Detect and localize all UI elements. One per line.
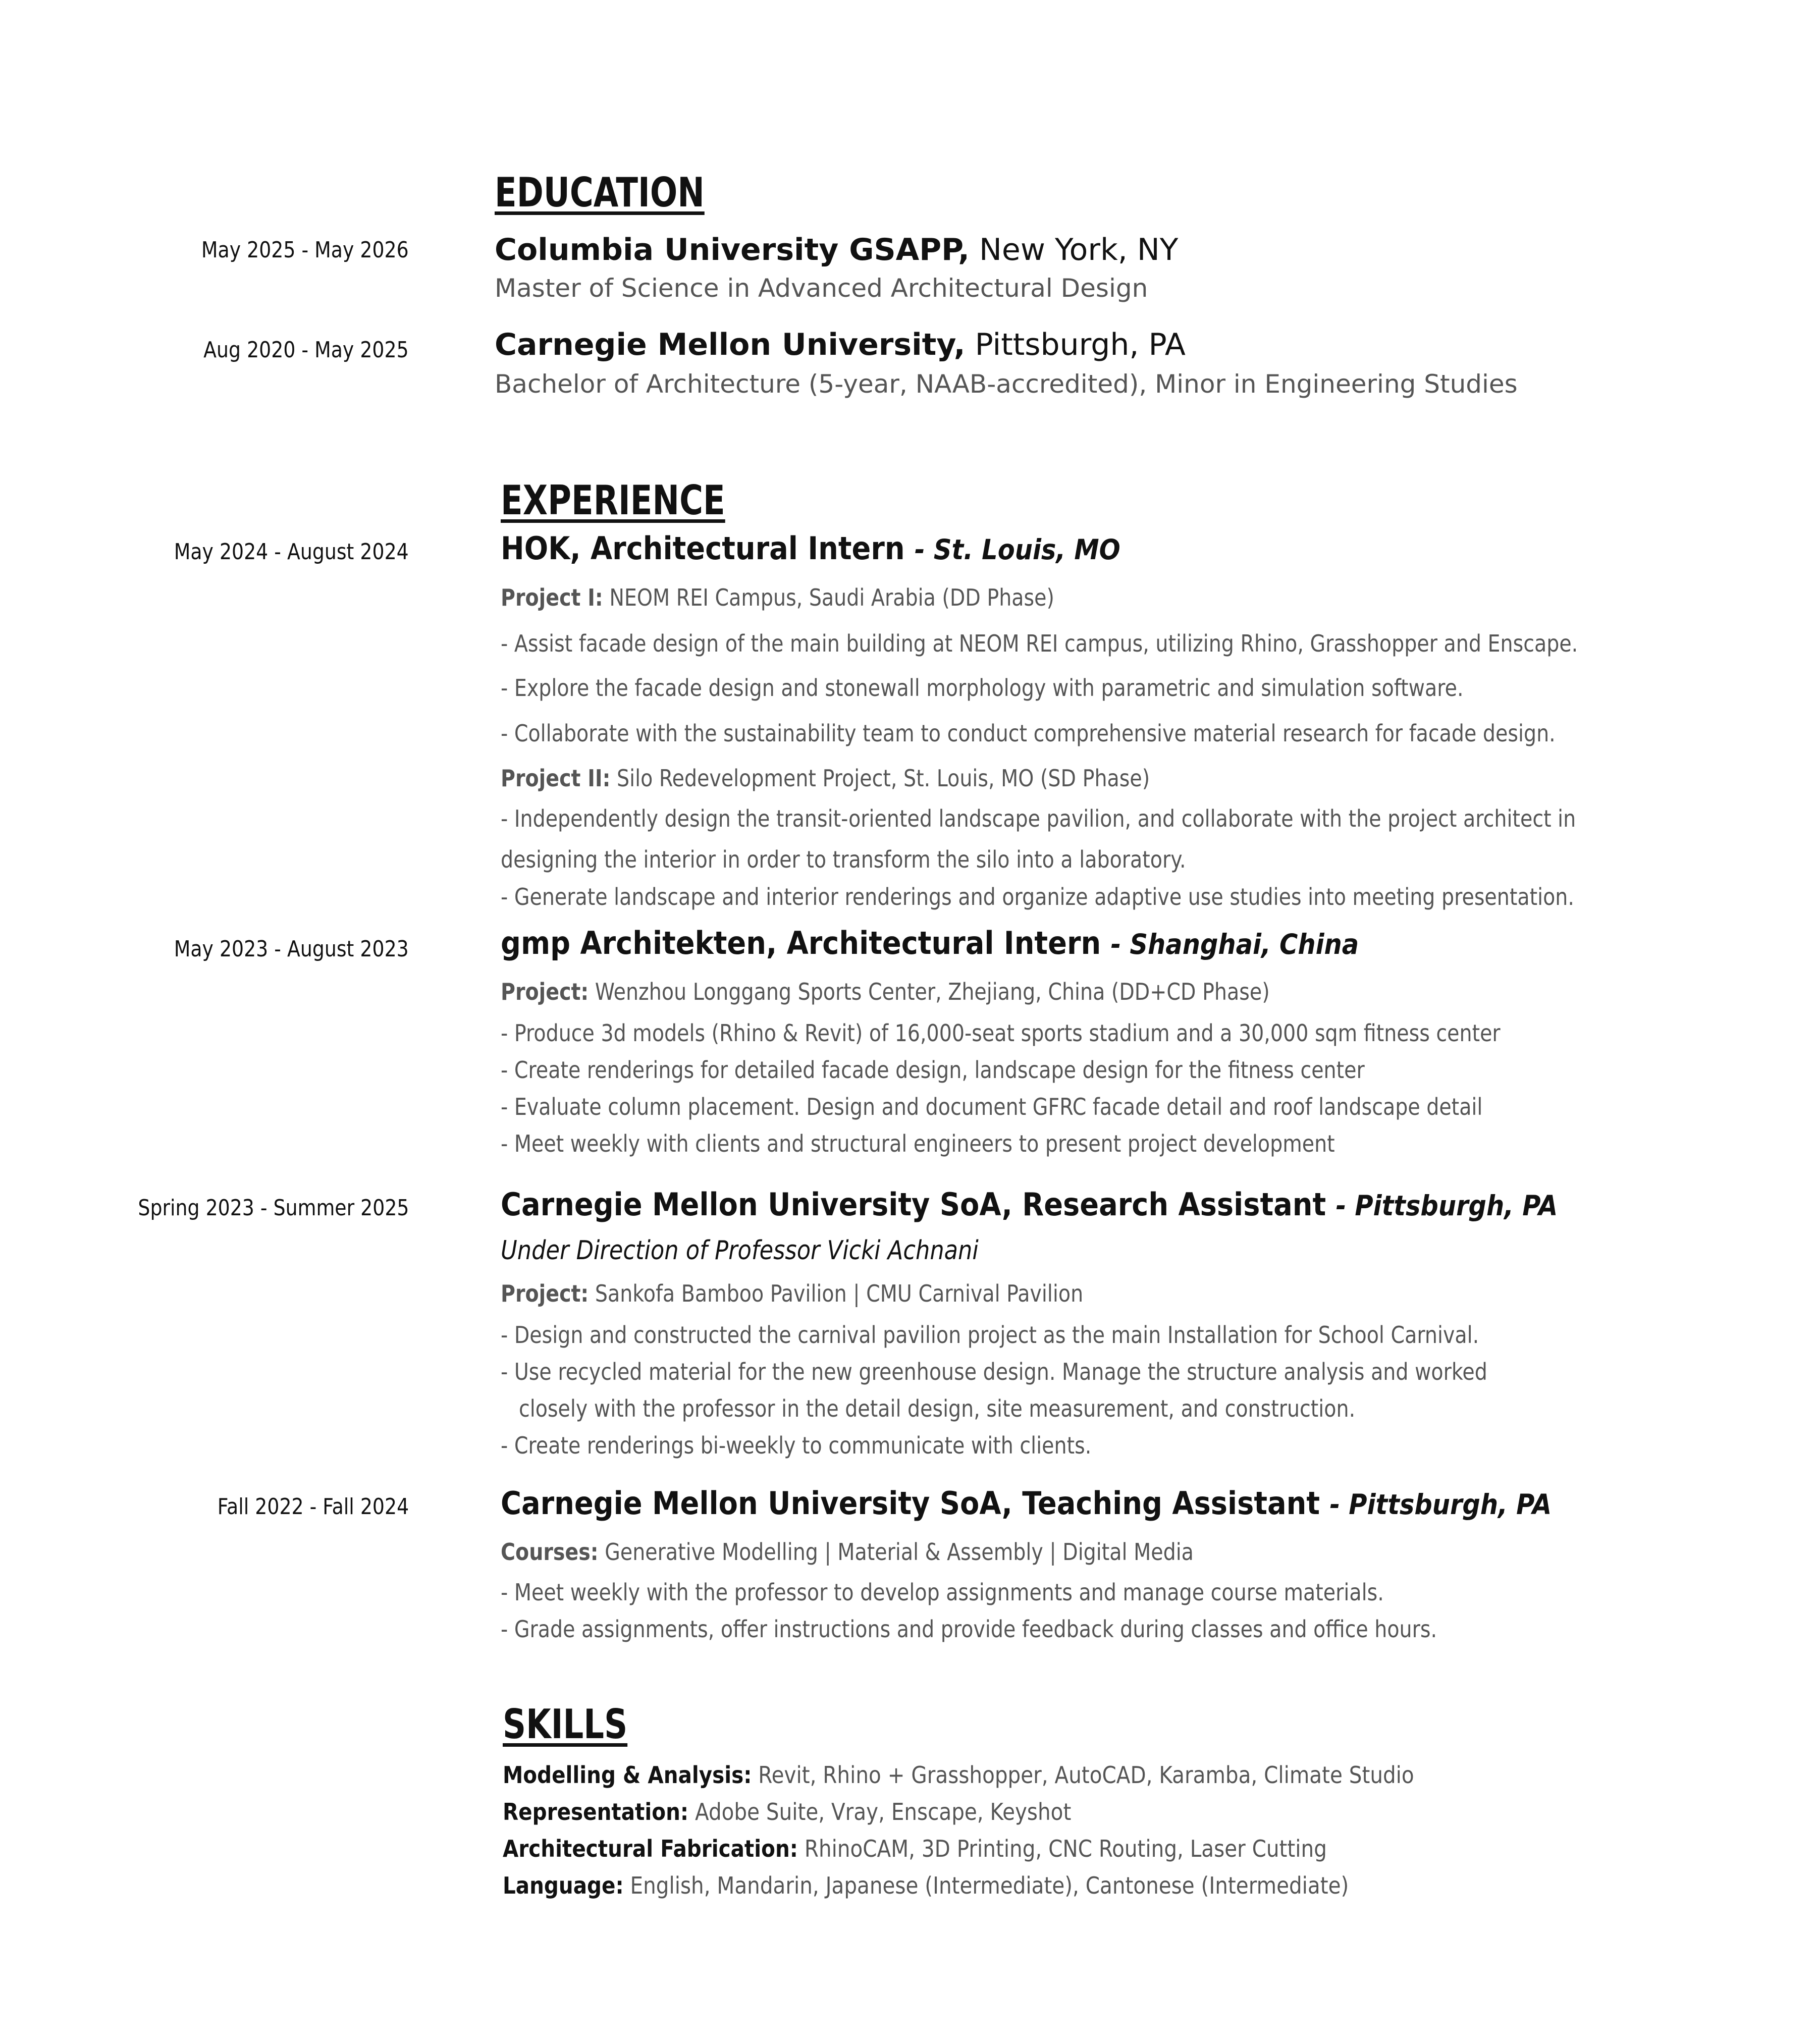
education-institution (495, 232, 1178, 267)
skill-row (503, 1761, 1414, 1789)
project-line (501, 978, 1270, 1005)
bullet-line: - Create renderings for detailed facade design, landscape design for the fitness center (501, 1056, 1365, 1084)
courses-text: Generative Modelling | Material & Assembly | Digital Media (605, 1538, 1194, 1566)
bullet-line: - Collaborate with the sustainability team to conduct comprehensive material research for facade design. (501, 720, 1556, 747)
project-line (501, 1280, 1083, 1307)
project-label: Project I: (501, 584, 603, 611)
bullet-line: - Meet weekly with the professor to develop assignments and manage course materials. (501, 1579, 1384, 1606)
job-title (501, 1186, 1558, 1223)
job-title-text: gmp Architekten, Architectural Intern (501, 925, 1101, 961)
project-line (501, 765, 1150, 792)
job-dates: Fall 2022 - Fall 2024 (217, 1494, 409, 1520)
skills-heading: SKILLS (503, 1701, 628, 1748)
bullet-line: - Design and constructed the carnival pavilion project as the main Installation for School Carnival. (501, 1321, 1479, 1349)
bullet-line: - Meet weekly with clients and structural engineers to present project development (501, 1130, 1335, 1157)
education-institution (495, 327, 1186, 362)
project-line (501, 584, 1054, 611)
education-heading: EDUCATION (495, 169, 705, 216)
bullet-line: - Use recycled material for the new greenhouse design. Manage the structure analysis and worked (501, 1358, 1487, 1385)
job-location: - Pittsburgh, PA (1329, 1488, 1552, 1521)
bullet-line: - Assist facade design of the main building at NEOM REI campus, utilizing Rhino, Grasshopper and Enscape. (501, 630, 1578, 657)
skill-row (503, 1872, 1349, 1899)
job-title (501, 530, 1120, 567)
bullet-line: - Produce 3d models (Rhino & Revit) of 16,000-seat sports stadium and a 30,000 sqm fitness center (501, 1019, 1501, 1047)
skill-value: Adobe Suite, Vray, Enscape, Keyshot (694, 1798, 1072, 1825)
job-title (501, 925, 1359, 961)
skill-row (503, 1835, 1327, 1862)
skill-label: Language: (503, 1872, 624, 1899)
education-dates: Aug 2020 - May 2025 (203, 337, 409, 363)
skill-label: Architectural Fabrication: (503, 1835, 798, 1862)
skill-label: Modelling & Analysis: (503, 1761, 752, 1789)
job-location: - St. Louis, MO (915, 533, 1120, 566)
job-subtitle: Under Direction of Professor Vicki Achnani (501, 1235, 979, 1266)
skill-value: English, Mandarin, Japanese (Intermediate), Cantonese (Intermediate) (630, 1872, 1349, 1899)
courses-label: Courses: (501, 1538, 599, 1566)
institution-location: Pittsburgh, PA (975, 327, 1186, 362)
project-text: Sankofa Bamboo Pavilion | CMU Carnival Pavilion (595, 1280, 1084, 1307)
job-dates: Spring 2023 - Summer 2025 (137, 1195, 409, 1221)
job-title-text: Carnegie Mellon University SoA, Teaching Assistant (501, 1485, 1320, 1522)
bullet-line: - Grade assignments, offer instructions and provide feedback during classes and office hours. (501, 1616, 1437, 1643)
bullet-line: - Independently design the transit-oriented landscape pavilion, and collaborate with the project architect in (501, 805, 1576, 832)
institution-name: Columbia University GSAPP, (495, 232, 970, 267)
project-label: Project: (501, 978, 589, 1005)
job-dates: May 2023 - August 2023 (174, 936, 409, 962)
skill-label: Representation: (503, 1798, 689, 1825)
bullet-line: closely with the professor in the detail design, site measurement, and construction. (519, 1395, 1356, 1422)
project-text: Wenzhou Longgang Sports Center, Zhejiang, China (DD+CD Phase) (595, 978, 1270, 1005)
education-dates: May 2025 - May 2026 (201, 237, 409, 263)
skill-value: Revit, Rhino + Grasshopper, AutoCAD, Karamba, Climate Studio (758, 1761, 1414, 1789)
project-label: Project II: (501, 765, 611, 792)
courses-line (501, 1538, 1194, 1566)
education-degree: Bachelor of Architecture (5-year, NAAB-accredited), Minor in Engineering Studies (495, 369, 1518, 399)
institution-location: New York, NY (979, 232, 1179, 267)
job-title (501, 1485, 1552, 1522)
job-location: - Pittsburgh, PA (1335, 1190, 1558, 1222)
institution-name: Carnegie Mellon University, (495, 327, 966, 362)
experience-heading: EXPERIENCE (501, 477, 725, 524)
job-title-text: Carnegie Mellon University SoA, Research Assistant (501, 1186, 1326, 1223)
job-title-text: HOK, Architectural Intern (501, 530, 905, 567)
bullet-line: - Create renderings bi-weekly to communicate with clients. (501, 1432, 1092, 1459)
bullet-line: - Evaluate column placement. Design and document GFRC facade detail and roof landscape detail (501, 1093, 1483, 1120)
skill-row (503, 1798, 1071, 1825)
bullet-line: designing the interior in order to transform the silo into a laboratory. (501, 846, 1186, 873)
project-text: NEOM REI Campus, Saudi Arabia (DD Phase) (609, 584, 1054, 611)
project-text: Silo Redevelopment Project, St. Louis, MO (SD Phase) (617, 765, 1150, 792)
skill-value: RhinoCAM, 3D Printing, CNC Routing, Laser Cutting (804, 1835, 1327, 1862)
bullet-line: - Explore the facade design and stonewall morphology with parametric and simulation software. (501, 674, 1464, 702)
project-label: Project: (501, 1280, 589, 1307)
job-dates: May 2024 - August 2024 (174, 539, 409, 565)
education-degree: Master of Science in Advanced Architectural Design (495, 274, 1148, 303)
bullet-line: - Generate landscape and interior renderings and organize adaptive use studies into meeting presentation. (501, 883, 1574, 910)
job-location: - Shanghai, China (1110, 928, 1359, 960)
